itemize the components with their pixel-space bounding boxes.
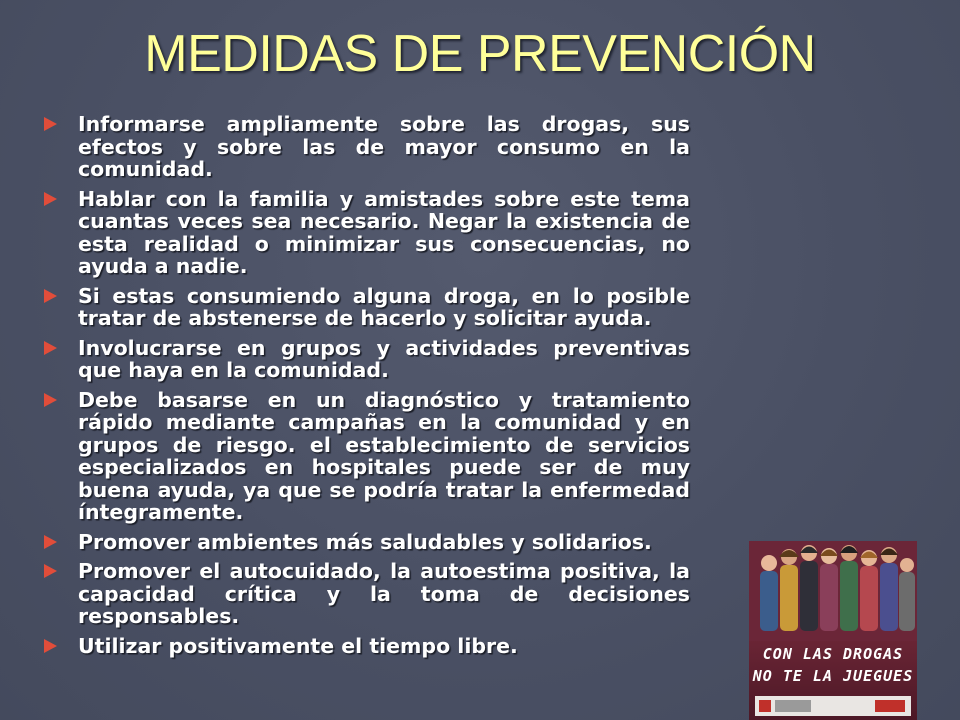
bullet-item	[44, 560, 690, 628]
bullet-item	[44, 188, 690, 278]
bullet-text: Hablar con la familia y amistades sobre este tema cuantas veces sea necesario. Negar la existencia de esta realidad o minimizar sus consecuencias, no ayuda a nadie.	[78, 186, 690, 278]
poster-people-illustration	[749, 541, 917, 720]
bullet-text: Debe basarse en un diagnóstico y tratamiento rápido mediante campañas en la comunidad y en grupos de riesgo. el establecimiento de servicios especializados en hospitales puede ser de muy buena ayuda, ya que se podría tratar la enfermedad íntegramente.	[78, 387, 690, 524]
bullet-item	[44, 337, 690, 382]
red-cross-logo-icon	[759, 700, 771, 712]
bullet-text: Involucrarse en grupos y actividades preventivas que haya en la comunidad.	[78, 335, 690, 382]
poster-slogan-line2: NO TE LA JUEGUES	[752, 667, 914, 685]
poster-logos-strip	[755, 696, 911, 716]
bullet-item	[44, 285, 690, 330]
bullet-item	[44, 113, 690, 181]
bullet-arrow-icon	[44, 192, 57, 206]
bullet-text: Promover ambientes más saludables y solidarios.	[78, 529, 652, 554]
bullet-item	[44, 531, 690, 554]
bullet-arrow-icon	[44, 639, 57, 653]
slide-title: MEDIDAS DE PREVENCIÓN	[144, 25, 816, 83]
bullet-item	[44, 635, 690, 658]
campaign-poster-image	[749, 541, 917, 720]
bullet-arrow-icon	[44, 535, 57, 549]
bullet-arrow-icon	[44, 117, 57, 131]
bullet-text: Promover el autocuidado, la autoestima positiva, la capacidad crítica y la toma de decisiones responsables.	[78, 559, 690, 628]
bullet-arrow-icon	[44, 393, 57, 407]
bullet-text: Informarse ampliamente sobre las drogas, sus efectos y sobre las de mayor consumo en la comunidad.	[78, 112, 690, 181]
government-logo-icon	[875, 700, 905, 712]
sponsor-logo-icon	[775, 700, 811, 712]
bullet-text: Utilizar positivamente el tiempo libre.	[78, 633, 518, 658]
bullet-arrow-icon	[44, 289, 57, 303]
bullet-arrow-icon	[44, 341, 57, 355]
bullet-list	[44, 113, 690, 664]
poster-slogan-line1: CON LAS DROGAS	[762, 645, 904, 663]
bullet-item	[44, 389, 690, 524]
bullet-arrow-icon	[44, 564, 57, 578]
bullet-text: Si estas consumiendo alguna droga, en lo posible tratar de abstenerse de hacerlo y solicitar ayuda.	[78, 283, 690, 330]
